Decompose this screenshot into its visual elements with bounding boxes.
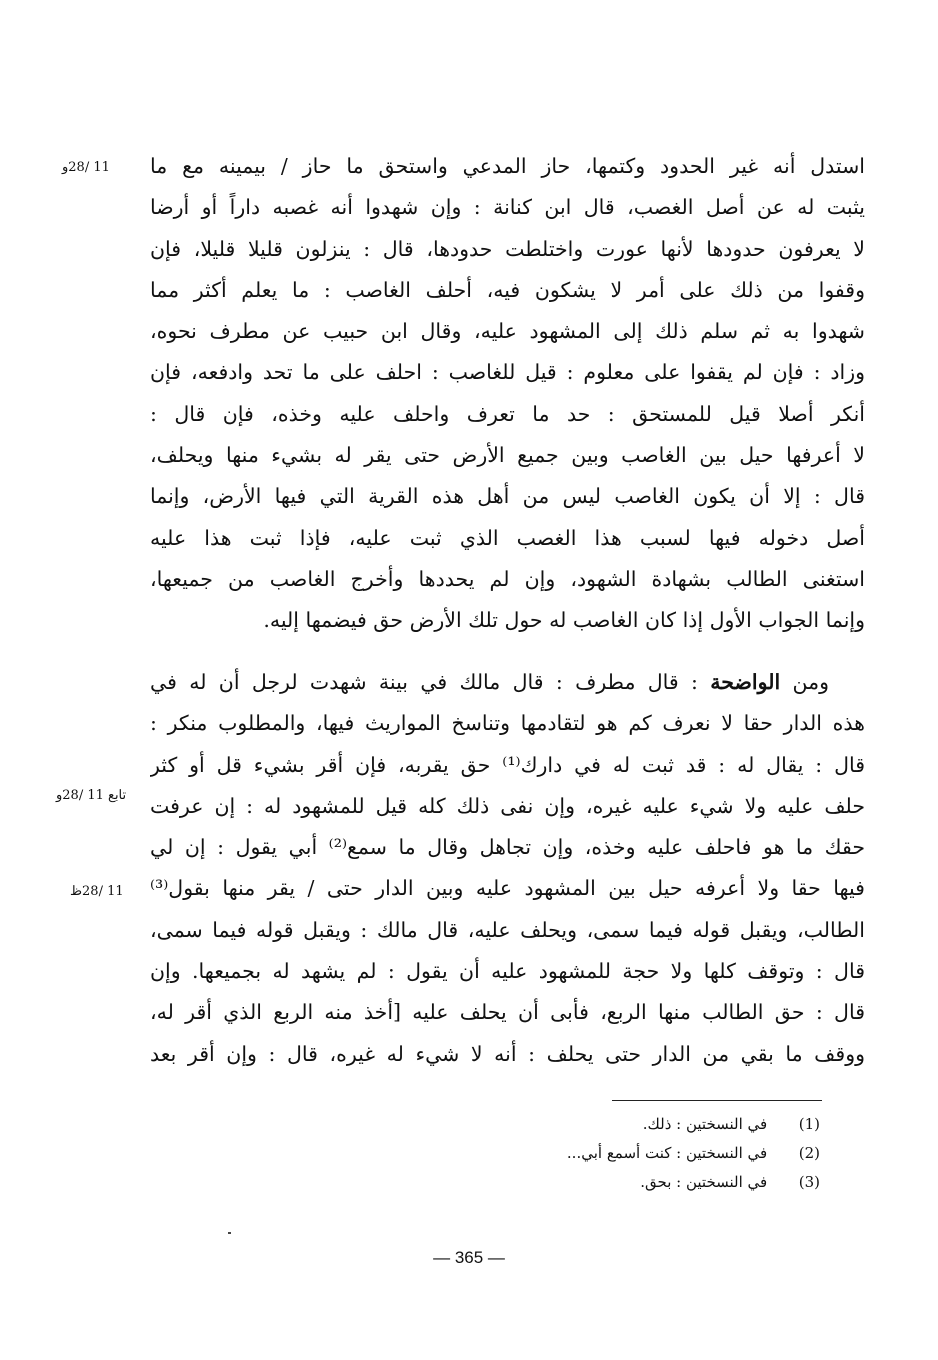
text-line: هذه الدار حقا لا نعرف كم هو لتقادمها وتناسخ المواريث فيها، والمطلوب منكر : [150, 711, 865, 736]
margin-folio-note: تابع 11 /28و [56, 788, 127, 803]
footnotes [420, 1110, 820, 1197]
text-line: قال : يقال له : قد ثبت له في دارك⁽¹⁾ حق يقربه، فإن أقر بشيء قل أو كثر [150, 752, 865, 777]
footnote-number: (2) [798, 1144, 820, 1162]
text-line: حقك ما هو فاحلف عليه وخذه، وإن تجاهل وقال ما سمع⁽²⁾ أبي يقول : إن لي [150, 835, 865, 860]
page-number: — 365 — [433, 1248, 505, 1267]
text-line: أصل دخوله فيها لسبب هذا الغصب الذي ثبت عليه، فإذا ثبت هذا عليه [150, 525, 865, 550]
paragraph-2 [150, 662, 865, 1075]
text-line: الطالب، ويقبل قوله فيما سمى، ويحلف عليه، قال مالك : ويقبل قوله فيما سمى، [150, 917, 865, 942]
text-line: لا أعرفها حيل بين الغاصب وبين جميع الأرض حتى يقر له بشيء منها ويحلف، [150, 443, 865, 468]
source-title: الواضحة [710, 670, 781, 694]
text-line: وقفوا من ذلك على أمر لا يشكون فيه، أحلف الغاصب : ما يعلم أكثر مما [150, 277, 865, 302]
text-line: أنكر أصلا قيل للمستحق : حد ما تعرف واحلف عليه وخذه، فإن قال : [150, 401, 865, 426]
text-line: قال : حق الطالب منها الربع، فأبى أن يحلف عليه [أخذ منه الربع الذي أقر له، [150, 1000, 865, 1025]
text-line: وزاد : فإن لم يقفوا على معلوم : قيل للغاصب : احلف على ما تحد وادفعه، فإن [150, 360, 865, 385]
footnote-number: (1) [798, 1115, 820, 1133]
text-line: استدل أنه غير الحدود وكتمها، حاز المدعي واستحق ما حاز / بيمينه مع ما [150, 154, 865, 178]
footnote-text: في النسختين : بحق. [640, 1173, 768, 1191]
paragraph-1 [150, 146, 865, 642]
text-line: شهدوا به ثم سلم ذلك إلى المشهود عليه، وقال ابن حبيب عن مطرف نحوه، [150, 319, 865, 344]
opening-word: ومن [792, 670, 829, 694]
text-line: قال : وتوقف كلها ولا حجة للمشهود عليه أن يقول : لم يشهد له بجميعها. وإن [150, 959, 865, 984]
footnote-separator [612, 1100, 822, 1101]
text-line: فيها حقا ولا أعرفه حيل بين المشهود عليه وبين الدار حتى / يقر منها بقول⁽³⁾ [150, 876, 865, 901]
text-line: يثبت له عن أصل الغصب، قال ابن كنانة : وإن شهدوا أنه غصبه داراً أو أرضا [150, 195, 865, 220]
footnote [420, 1139, 820, 1168]
text-line: ووقف ما بقي من الدار حتى يحلف : أنه لا شيء له غيره، قال : وإن أقر بعد [150, 1041, 865, 1066]
text-line: لا يعرفون حدودها لأنها عورت واختلطت حدودها، قال : ينزلون قليلا قليلا، فإن [150, 236, 865, 261]
text-line: وإنما الجواب الأول إذا كان الغاصب له حول تلك الأرض حق فيضمها إليه. [263, 608, 865, 633]
margin-folio-note: 11 /28و [62, 160, 110, 175]
text-line: قال : إلا أن يكون الغاصب ليس من أهل هذه القرية التي فيها الأرض، وإنما [150, 484, 865, 509]
footnote-number: (3) [798, 1173, 820, 1191]
footnote-text: في النسختين : ذلك. [642, 1115, 768, 1133]
text-line: حلف عليه ولا شيء عليه غيره، وإن نفى ذلك كله قيل للمشهود له : إن عرفت [150, 793, 865, 818]
text-line: استغنى الطالب بشهادة الشهود، وإن لم يحددها وأخرج الغاصب من جميعها، [150, 566, 865, 591]
margin-folio-note: 11 /28ظ [70, 884, 124, 899]
footnote [420, 1110, 820, 1139]
footnote-text: في النسختين : كنت أسمع أبي... [566, 1144, 768, 1162]
line-rest: : قال مطرف : قال مالك في بينة شهدت لرجل أن له في [150, 670, 711, 694]
footnote [420, 1168, 820, 1197]
scan-speck [228, 1232, 231, 1234]
text-line [150, 662, 865, 703]
